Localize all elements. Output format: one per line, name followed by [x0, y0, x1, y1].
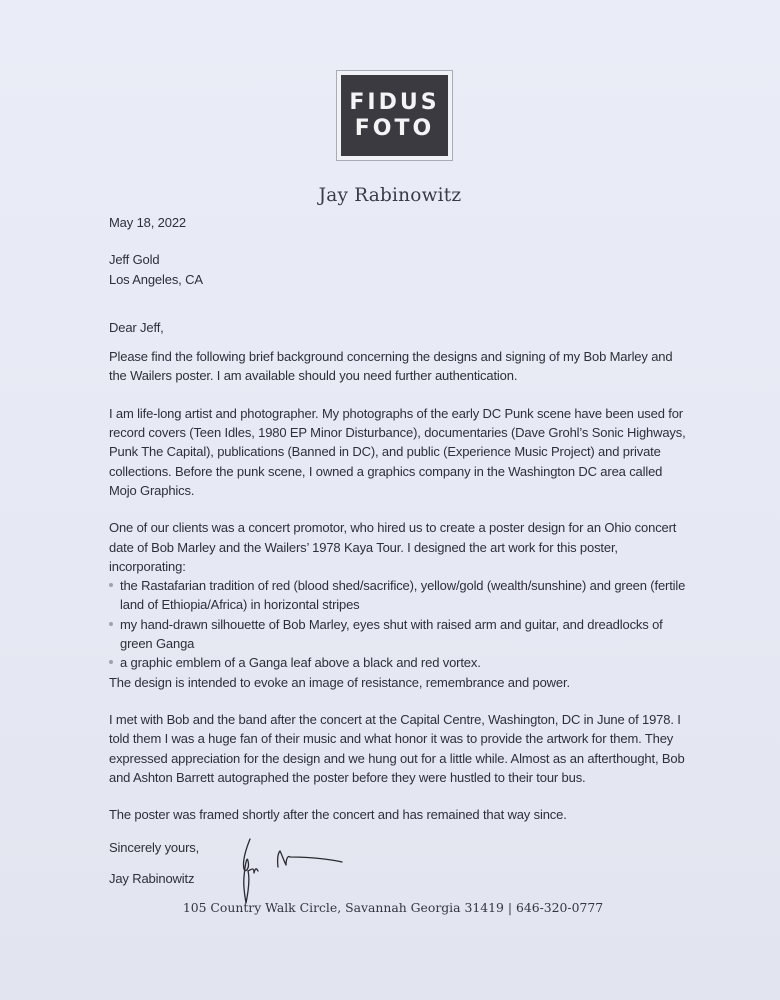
paragraph-meeting: I met with Bob and the band after the concert at the Capital Centre, Washington, DC in June of 1978. I told them I was a huge fan of their music and what honor it was to provide the artwork for them. They expressed appreciation for the design and we hung out for a little while. Almost as an afterthought, Bob and Ashton Barrett autographed the poster before they were hustled to their tour bus.: [109, 711, 685, 785]
list-item: [109, 653, 689, 672]
letter-date: May 18, 2022: [109, 215, 186, 230]
paragraph-background: I am life-long artist and photographer. My photographs of the early DC Punk scene have been used for record covers (Teen Idles, 1980 EP Minor Disturbance), documentaries (Dave Grohl’s Sonic Highways, Punk The Capital), publications (Banned in DC), and public (Experience Music Project) and private collections. Before the punk scene, I owned a graphics company in the Washington DC area called Mojo Graphics.: [109, 405, 686, 498]
signature-block: [109, 838, 689, 888]
fidus-foto-logo: [336, 70, 453, 161]
logo-box: [341, 75, 448, 156]
paragraph-poster-design: One of our clients was a concert promotor, who hired us to create a poster design for an Ohio concert date of Bob Marley and the Wailers’ 1978 Kaya Tour. I designed the art work for this poster, incorporating:: [109, 520, 677, 574]
logo-line-2: FOTO: [354, 115, 435, 141]
bullet-dot-icon: [109, 622, 113, 626]
list-item-text: a graphic emblem of a Ganga leaf above a black and red vortex.: [120, 655, 481, 671]
list-item: [109, 576, 689, 615]
design-elements-list: [109, 576, 689, 672]
paragraph-intro: Please find the following brief background concerning the designs and signing of my Bob Marley and the Wailers poster. I am available should you need further authentication.: [109, 349, 673, 384]
bullet-dot-icon: [109, 583, 113, 587]
list-item-text: the Rastafarian tradition of red (blood shed/sacrifice), yellow/gold (wealth/sunshine) and green (fertile land of Ethiopia/Africa) in horizontal stripes: [120, 578, 686, 613]
list-item: [109, 615, 689, 654]
letter-body: [109, 213, 689, 917]
letterhead-name: Jay Rabinowitz: [318, 185, 462, 206]
signer-name: Jay Rabinowitz: [109, 870, 195, 886]
bullet-dot-icon: [109, 660, 113, 664]
signoff: Sincerely yours,: [109, 840, 200, 856]
recipient-block: [109, 250, 689, 289]
logo-line-1: FIDUS: [349, 89, 440, 115]
recipient-location: Los Angeles, CA: [109, 271, 203, 287]
letterhead-address: 105 Country Walk Circle, Savannah Georgia 31419 | 646-320-0777: [182, 900, 604, 916]
salutation: Dear Jeff,: [109, 319, 164, 335]
paragraph-framed: The poster was framed shortly after the concert and has remained that way since.: [109, 807, 567, 823]
design-intent-line: The design is intended to evoke an image of resistance, remembrance and power.: [109, 674, 570, 690]
list-item-text: my hand-drawn silhouette of Bob Marley, eyes shut with raised arm and guitar, and dreadlocks of green Ganga: [120, 616, 663, 652]
recipient-name: Jeff Gold: [109, 252, 160, 268]
